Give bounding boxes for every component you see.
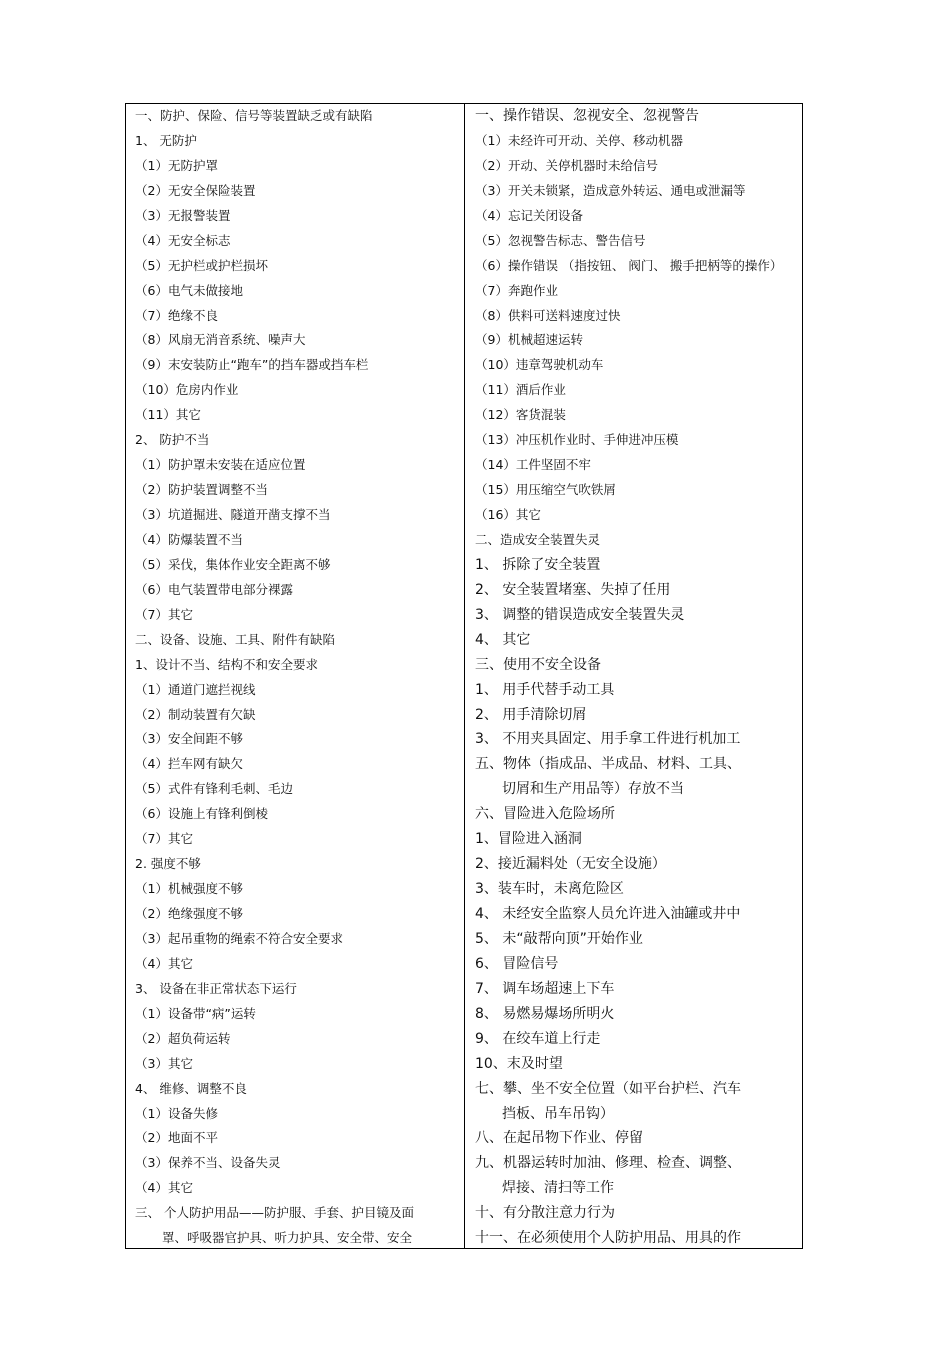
left-line: 3、 设备在非正常状态下运行 (135, 980, 297, 996)
left-line: 2、 防护不当 (135, 432, 210, 448)
right-line: 十一、在必须使用个人防护用品、用具的作 (475, 1230, 741, 1247)
right-line: （11）酒后作业 (475, 382, 566, 398)
left-line: （1）设备带“病”运转 (135, 1005, 256, 1021)
left-line: （4）无安全标志 (135, 232, 231, 248)
right-line: 焊接、清扫等工作 (502, 1180, 614, 1197)
left-line: （7）绝缘不良 (135, 307, 218, 323)
left-line: 4、 维修、调整不良 (135, 1080, 247, 1096)
left-line: （6）电气装置带电部分裸露 (135, 581, 293, 597)
left-line: （2）地面不平 (135, 1130, 218, 1146)
left-line: （4）防爆装置不当 (135, 531, 243, 547)
right-line: 10、末及时望 (475, 1055, 563, 1072)
right-line: 挡板、吊车吊钩） (502, 1105, 614, 1122)
right-line: 8、 易燃易爆场所明火 (475, 1005, 615, 1022)
left-line: （4）其它 (135, 1180, 193, 1196)
right-line: 2、 安全装置堵塞、失掉了任用 (475, 581, 671, 598)
left-line: （6）设施上有锋利倒棱 (135, 806, 268, 822)
right-line: 7、 调车场超速上下车 (475, 980, 615, 997)
left-line: （11）其它 (135, 407, 201, 423)
right-line: 1、 用手代替手动工具 (475, 681, 615, 698)
left-line: （2）防护装置调整不当 (135, 482, 268, 498)
right-line: 2、接近漏料处（无安全设施） (475, 856, 666, 873)
left-line: （1）无防护罩 (135, 157, 218, 173)
left-line: （4）拦车网有缺欠 (135, 756, 243, 772)
left-line: 罩、呼吸器官护具、听力护具、安全带、安全 (162, 1230, 413, 1246)
left-column (126, 104, 465, 1248)
right-line: 1、冒险进入涵洞 (475, 831, 582, 848)
right-line: （15）用压缩空气吹铁屑 (475, 482, 616, 498)
right-line: （13）冲压机作业时、手伸进冲压模 (475, 432, 679, 448)
right-line: （12）客货混装 (475, 407, 566, 423)
left-line: （3）保养不当、设备失灵 (135, 1155, 281, 1171)
left-line: （2）绝缘强度不够 (135, 906, 243, 921)
left-line: （3）坑道掘进、隧道开凿支撑不当 (135, 507, 331, 522)
left-line: （5）无护栏或护栏损坏 (135, 257, 268, 273)
right-line: （7）奔跑作业 (475, 282, 558, 298)
right-line: （4）忘记关闭设备 (475, 207, 583, 223)
right-line: （9）机械超速运转 (475, 332, 583, 348)
left-line: 二、设备、设施、工具、附件有缺陷 (135, 631, 336, 647)
right-line: 1、 拆除了安全装置 (475, 556, 601, 573)
right-line: 六、冒险进入危险场所 (475, 806, 615, 823)
left-line: 一、防护、保险、信号等装置缺乏或有缺陷 (135, 108, 373, 123)
left-line: （1）机械强度不够 (135, 881, 243, 897)
right-line: 七、攀、坐不安全位置（如平台护栏、汽车 (475, 1080, 741, 1097)
right-line: 二、造成安全装置失灵 (475, 531, 601, 547)
right-line: 3、装车时，未离危险区 (475, 881, 624, 898)
left-line: （4）其它 (135, 955, 193, 971)
left-line: （7）其它 (135, 606, 193, 622)
right-line: 一、操作错误、忽视安全、忽视警告 (475, 108, 699, 124)
left-line: （8）风扇无消音系统、噪声大 (135, 332, 306, 348)
left-line: （3）无报警装置 (135, 207, 231, 223)
left-line: （2）制动装置有欠缺 (135, 706, 256, 722)
right-line: 三、使用不安全设备 (475, 656, 601, 673)
right-line: （8）供料可送料速度过快 (475, 307, 621, 323)
right-line: （6）操作错误 （指按钮、 阀门、 搬手把柄等的操作） (475, 257, 783, 273)
right-line: （14）工件坚固不牢 (475, 457, 591, 473)
left-line: （2）无安全保险装置 (135, 182, 256, 198)
right-line: 3、 不用夹具固定、用手拿工件进行机加工 (475, 731, 741, 748)
left-line: （3）安全间距不够 (135, 731, 243, 747)
left-line: 1、设计不当、结构不和安全要求 (135, 656, 318, 672)
right-line: 九、机器运转时加油、修理、检查、调整、 (475, 1155, 741, 1172)
right-line: 4、 其它 (475, 631, 531, 648)
left-line: 1、 无防护 (135, 132, 197, 148)
left-line: （10）危房内作业 (135, 382, 239, 398)
left-line: （6）电气未做接地 (135, 282, 243, 298)
right-line: 3、 调整的错误造成安全装置失灵 (475, 606, 685, 623)
right-line: 切屑和生产用品等）存放不当 (502, 781, 684, 798)
left-line: （5）采伐，集体作业安全距离不够 (135, 556, 331, 572)
left-line: （7）其它 (135, 831, 193, 847)
right-line: 9、 在绞车道上行走 (475, 1030, 601, 1047)
right-line: （2）开动、关停机器时未给信号 (475, 157, 658, 173)
right-line: 5、 未“敲帮向顶”开始作业 (475, 930, 643, 947)
right-column (465, 104, 802, 1248)
left-line: 三、 个人防护用品——防护服、手套、护目镜及面 (135, 1205, 414, 1221)
right-line: （3）开关未锁紧，造成意外转运、通电或泄漏等 (475, 182, 746, 198)
left-line: （1）设备失修 (135, 1105, 218, 1121)
left-line: （1）防护罩未安装在适应位置 (135, 457, 306, 473)
right-line: 4、 未经安全监察人员允许进入油罐或井中 (475, 906, 741, 922)
right-line: 2、 用手清除切屑 (475, 706, 587, 723)
right-line: （5）忽视警告标志、警告信号 (475, 232, 646, 248)
right-line: 八、在起吊物下作业、停留 (475, 1130, 643, 1147)
content-table (125, 103, 803, 1249)
left-line: （2）超负荷运转 (135, 1030, 231, 1046)
left-line: 2. 强度不够 (135, 856, 201, 872)
right-line: 6、 冒险信号 (475, 955, 559, 972)
right-line: （16）其它 (475, 507, 541, 522)
left-line: （3）起吊重物的绳索不符合安全要求 (135, 930, 343, 946)
right-line: （1）未经许可开动、关停、移动机器 (475, 132, 683, 148)
left-line: （9）末安装防止“跑车”的挡车器或挡车栏 (135, 357, 369, 373)
left-line: （5）式件有锋利毛刺、毛边 (135, 781, 293, 797)
right-line: 五、物体（指成品、半成品、材料、工具、 (475, 756, 741, 773)
right-line: 十、有分散注意力行为 (475, 1205, 615, 1222)
left-line: （1）通道门遮拦视线 (135, 681, 256, 697)
left-line: （3）其它 (135, 1055, 193, 1071)
right-line: （10）违章驾驶机动车 (475, 357, 604, 373)
